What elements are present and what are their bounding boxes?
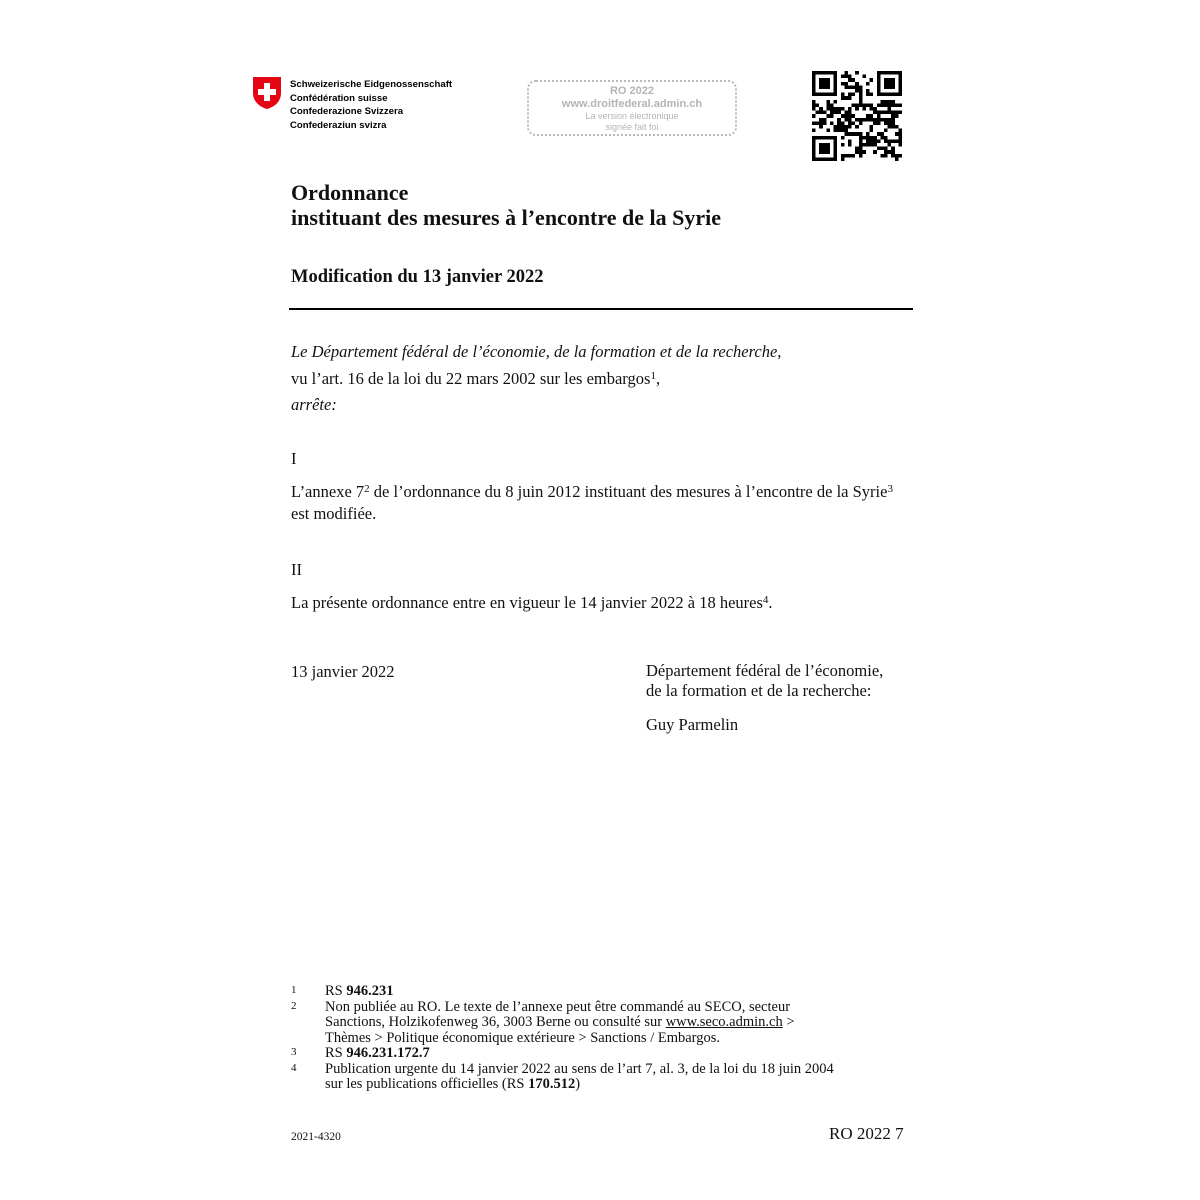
document-number: 2021-4320 bbox=[291, 1131, 341, 1143]
confederation-name-de: Schweizerische Eidgenossenschaft bbox=[290, 79, 453, 90]
title-line-2: instituant des mesures à l’encontre de la Syrie bbox=[291, 205, 721, 230]
section-text-1 bbox=[291, 481, 913, 524]
section-heading-2: II bbox=[291, 560, 302, 579]
stamp-line-2: www.droitfederal.admin.ch bbox=[561, 98, 703, 110]
footnotes bbox=[291, 984, 913, 1093]
footnote-3 bbox=[291, 1046, 913, 1062]
preamble-decrees: arrête: bbox=[291, 395, 337, 414]
footnote-number: 3 bbox=[291, 1046, 297, 1058]
section-2-text-a: La présente ordonnance entre en vigueur le 14 janvier 2022 à 18 heures bbox=[291, 593, 763, 612]
section-text-2 bbox=[291, 592, 773, 614]
legal-basis-text: vu l’art. 16 de la loi du 22 mars 2002 sur les embargos bbox=[291, 368, 651, 388]
confederation-name-rm: Confederaziun svizra bbox=[290, 119, 387, 131]
footnote-text bbox=[325, 984, 913, 1000]
document-title bbox=[291, 180, 721, 230]
footnote-line-text: sur les publications officielles (RS bbox=[325, 1076, 529, 1092]
preamble bbox=[291, 339, 781, 419]
footnote-number: 1 bbox=[291, 984, 297, 996]
footnote-text bbox=[325, 1062, 913, 1093]
preamble-authority: Le Département fédéral de l’économie, de la formation et de la recherche, bbox=[291, 342, 782, 361]
footnote-line: Thèmes > Politique économique extérieure > Sanctions / Embargos. bbox=[325, 1029, 721, 1046]
signature-department bbox=[646, 661, 883, 701]
section-heading-1: I bbox=[291, 449, 297, 468]
title-line-1: Ordonnance bbox=[291, 180, 409, 205]
swiss-cross-shield-icon bbox=[252, 76, 282, 110]
stamp-line-1: RO 2022 bbox=[609, 85, 655, 97]
footnote-rs-number: 170.512 bbox=[528, 1076, 576, 1092]
department-line-2: de la formation et de la recherche: bbox=[646, 681, 872, 700]
footnote-ref-2[interactable]: 2 bbox=[364, 483, 370, 495]
electronic-version-stamp bbox=[527, 80, 737, 136]
footnote-prefix: RS bbox=[325, 983, 347, 999]
footnote-ref-1[interactable]: 1 bbox=[650, 369, 656, 382]
footnote-ref-4[interactable]: 4 bbox=[762, 594, 769, 606]
preamble-legal-basis bbox=[291, 366, 781, 393]
qr-code-icon bbox=[812, 71, 902, 161]
footnote-line: Non publiée au RO. Le texte de l’annexe peut être commandé au SECO, secteur bbox=[325, 998, 791, 1015]
footnote-line-text: Sanctions, Holzikofenweg 36, 3003 Berne ou consulté sur bbox=[325, 1014, 666, 1030]
modification-date: Modification du 13 janvier 2022 bbox=[291, 267, 544, 287]
page-reference: RO 2022 7 bbox=[829, 1124, 904, 1143]
footnote-line bbox=[325, 1077, 913, 1093]
footnote-line bbox=[325, 1015, 913, 1031]
confederation-name-it: Confederazione Svizzera bbox=[290, 106, 404, 117]
stamp-line-4: signée fait foi bbox=[605, 122, 659, 132]
signature-date: 13 janvier 2022 bbox=[291, 662, 395, 681]
footnote-number: 4 bbox=[291, 1061, 297, 1074]
footnote-text bbox=[325, 1000, 913, 1047]
footnote-line-text: ) bbox=[575, 1076, 581, 1092]
footnote-prefix: RS bbox=[325, 1045, 347, 1061]
footnote-ref-3[interactable]: 3 bbox=[887, 483, 893, 495]
footnote-line: Publication urgente du 14 janvier 2022 au sens de l’art 7, al. 3, de la loi du 18 juin 2004 bbox=[325, 1060, 834, 1077]
footnote-line-text: > bbox=[782, 1014, 795, 1030]
stamp-line-3: La version électronique bbox=[585, 111, 679, 121]
title-divider bbox=[289, 308, 913, 310]
signatory-name: Guy Parmelin bbox=[646, 715, 739, 734]
legal-basis-end: , bbox=[655, 368, 661, 388]
department-line-1: Département fédéral de l’économie, bbox=[646, 661, 884, 680]
confederation-name-fr: Confédération suisse bbox=[290, 92, 388, 104]
footnote-number: 2 bbox=[291, 999, 297, 1012]
footnote-rs-number: 946.231.172.7 bbox=[346, 1045, 430, 1061]
footnote-rs-number: 946.231 bbox=[346, 983, 394, 999]
section-1-text-c: est modifiée. bbox=[291, 503, 377, 523]
section-1-text-a: L’annexe 7 bbox=[291, 482, 365, 501]
seco-link[interactable]: www.seco.admin.ch bbox=[665, 1014, 783, 1030]
footnote-4 bbox=[291, 1062, 913, 1093]
footnote-2 bbox=[291, 1000, 913, 1047]
section-1-text-b: de l’ordonnance du 8 juin 2012 instituant des mesures à l’encontre de la Syrie bbox=[369, 482, 888, 501]
footnote-1 bbox=[291, 984, 913, 1000]
section-2-text-b: . bbox=[768, 593, 773, 612]
footnote-text bbox=[325, 1046, 913, 1062]
confederation-names bbox=[290, 78, 452, 132]
